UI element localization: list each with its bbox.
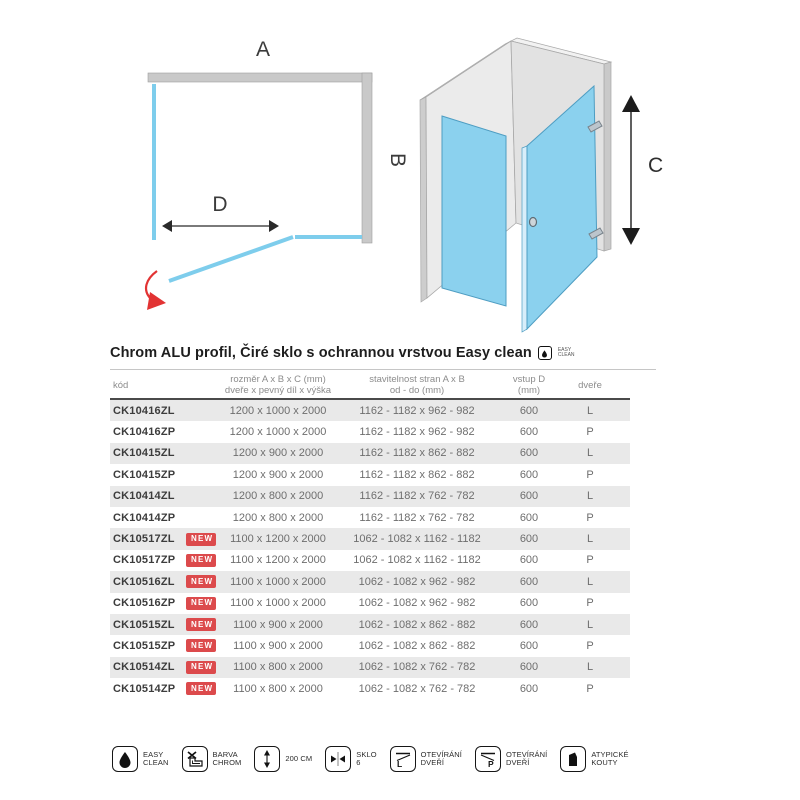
entry-width: 600 — [519, 682, 539, 695]
door-side: L — [586, 490, 594, 503]
entry-width: 600 — [519, 511, 539, 524]
door-side: L — [586, 404, 594, 417]
door-side: P — [586, 468, 594, 481]
header-vstup: vstup D (mm) — [512, 374, 546, 396]
dimensions: 1200 x 1000 x 2000 — [229, 426, 327, 439]
door-side: L — [586, 447, 594, 460]
new-badge: NEW — [186, 533, 216, 546]
easy-clean-mini-label: EASY CLEAN — [557, 347, 575, 358]
new-badge: NEW — [186, 661, 216, 674]
door-side: P — [586, 639, 594, 652]
door-opening-right-icon — [475, 746, 501, 772]
product-code: CK10415ZP — [113, 468, 176, 481]
legend-item-atypicke: ATYPICKÉ KOUTY — [560, 746, 628, 772]
door-opening-left-icon — [390, 746, 416, 772]
door-side: L — [586, 661, 594, 674]
dimensions: 1100 x 800 x 2000 — [233, 682, 323, 695]
new-badge: NEW — [186, 682, 216, 695]
section-header — [110, 345, 575, 361]
table-row — [110, 507, 630, 528]
door-panel-plan — [169, 237, 293, 281]
legend-item-otevirani-l: L OTEVÍRÁNÍ DVEŘÍ — [390, 746, 462, 772]
legend-item-otevirani-p: P OTEVÍRÁNÍ DVEŘÍ — [475, 746, 547, 772]
table-row — [110, 657, 630, 678]
header-dvere: dveře — [578, 379, 602, 391]
dimensions: 1100 x 1200 x 2000 — [230, 533, 326, 546]
dimensions: 1100 x 900 x 2000 — [233, 618, 323, 631]
atypical-corners-icon — [560, 746, 586, 772]
table-header-row — [110, 373, 630, 400]
entry-width: 600 — [519, 426, 539, 439]
entry-width: 600 — [519, 490, 539, 503]
door-side: L — [586, 575, 594, 588]
legend-item-easy-clean: EASY CLEAN — [112, 746, 169, 772]
door-side: P — [586, 426, 594, 439]
entry-width: 600 — [519, 597, 539, 610]
adjustability: 1062 - 1082 x 962 - 982 — [358, 575, 476, 588]
table-row — [110, 486, 630, 507]
isometric-view-diagram — [405, 15, 705, 345]
adjustability: 1062 - 1082 x 1162 - 1182 — [353, 554, 481, 567]
adjustability: 1162 - 1182 x 862 - 882 — [359, 468, 475, 481]
dimensions: 1100 x 1000 x 2000 — [230, 597, 326, 610]
new-badge: NEW — [186, 618, 216, 631]
dimension-label-d: D — [212, 193, 228, 216]
product-code: CK10415ZL — [113, 447, 175, 460]
header-kod: kód — [113, 379, 129, 391]
plan-view-diagram — [120, 20, 420, 320]
adjustability: 1062 - 1082 x 962 - 982 — [358, 597, 476, 610]
table-row — [110, 571, 630, 592]
product-code: CK10517ZP — [113, 554, 176, 567]
dimensions: 1100 x 800 x 2000 — [233, 661, 323, 674]
product-code: CK10514ZP — [113, 682, 176, 695]
door-side-letter: L — [396, 759, 402, 769]
table-row — [110, 550, 630, 571]
door-swing-arrow — [146, 271, 166, 310]
door-side: L — [586, 618, 594, 631]
new-badge: NEW — [186, 639, 216, 652]
fixed-glass-panel-plan — [152, 84, 156, 240]
dimension-arrow-c — [622, 95, 640, 245]
entry-width: 600 — [519, 554, 539, 567]
door-side: P — [586, 597, 594, 610]
adjustability: 1162 - 1182 x 762 - 782 — [359, 490, 475, 503]
dimensions: 1200 x 900 x 2000 — [232, 447, 324, 460]
adjustability: 1162 - 1182 x 962 - 982 — [359, 404, 475, 417]
product-code: CK10516ZP — [113, 597, 176, 610]
chrome-profile-icon — [182, 746, 208, 772]
product-code: CK10514ZL — [113, 661, 175, 674]
dimensions: 1200 x 1000 x 2000 — [229, 404, 327, 417]
iso-fixed-glass-panel — [442, 116, 506, 306]
header-stavitelnost: stavitelnost stran A x B od - do (mm) — [369, 374, 465, 396]
table-row — [110, 635, 630, 656]
dimensions: 1200 x 800 x 2000 — [232, 511, 324, 524]
adjustability: 1062 - 1082 x 1162 - 1182 — [353, 533, 481, 546]
adjustability: 1062 - 1082 x 762 - 782 — [358, 661, 476, 674]
legend-item-height: 200 CM — [254, 746, 312, 772]
entry-width: 600 — [519, 618, 539, 631]
title-separator — [110, 369, 656, 370]
dimension-arrow-d — [162, 220, 279, 232]
product-code: CK10416ZP — [113, 426, 176, 439]
product-code: CK10414ZP — [113, 511, 176, 524]
table-row — [110, 678, 630, 699]
legend-item-barva-chrom: BARVA CHROM — [182, 746, 242, 772]
new-badge: NEW — [186, 597, 216, 610]
table-row — [110, 593, 630, 614]
dimensions: 1200 x 900 x 2000 — [232, 468, 324, 481]
feature-legend — [112, 746, 629, 772]
dimensions: 1100 x 1000 x 2000 — [230, 575, 326, 588]
dimension-label-a: A — [255, 38, 271, 61]
table-row — [110, 464, 630, 485]
product-code: CK10414ZL — [113, 490, 175, 503]
legend-item-sklo: SKLO 6 — [325, 746, 376, 772]
entry-width: 600 — [519, 404, 539, 417]
dimensions: 1200 x 800 x 2000 — [232, 490, 324, 503]
dimensions: 1100 x 1200 x 2000 — [230, 554, 326, 567]
door-side-letter: P — [487, 759, 494, 769]
product-spec-table — [110, 373, 630, 699]
table-row — [110, 400, 630, 421]
section-title: Chrom ALU profil, Čiré sklo s ochrannou vrstvou Easy clean — [110, 345, 532, 361]
adjustability: 1062 - 1082 x 762 - 782 — [358, 682, 476, 695]
new-badge: NEW — [186, 575, 216, 588]
door-side: P — [586, 511, 594, 524]
table-row — [110, 528, 630, 549]
product-code: CK10515ZL — [113, 618, 175, 631]
adjustability: 1062 - 1082 x 862 - 882 — [358, 639, 476, 652]
table-body — [110, 400, 630, 699]
dimension-label-c: C — [648, 154, 664, 177]
adjustability: 1162 - 1182 x 862 - 882 — [359, 447, 475, 460]
table-row — [110, 614, 630, 635]
dimensions: 1100 x 900 x 2000 — [233, 639, 323, 652]
header-rozmer: rozměr A x B x C (mm) dveře x pevný díl x výška — [224, 374, 332, 396]
door-knob-icon — [530, 218, 537, 227]
side-glass-segment-plan — [295, 235, 362, 239]
entry-width: 600 — [519, 468, 539, 481]
entry-width: 600 — [519, 639, 539, 652]
entry-width: 600 — [519, 533, 539, 546]
adjustability: 1062 - 1082 x 862 - 882 — [358, 618, 476, 631]
height-arrow-icon — [254, 746, 280, 772]
product-code: CK10517ZL — [113, 533, 175, 546]
entry-width: 600 — [519, 447, 539, 460]
glass-thickness-icon — [325, 746, 351, 772]
product-code: CK10515ZP — [113, 639, 176, 652]
adjustability: 1162 - 1182 x 962 - 982 — [359, 426, 475, 439]
easy-clean-drop-icon — [538, 346, 552, 360]
door-side: P — [586, 554, 594, 567]
entry-width: 600 — [519, 661, 539, 674]
wall-a — [148, 73, 372, 82]
product-code: CK10516ZL — [113, 575, 175, 588]
new-badge: NEW — [186, 554, 216, 567]
dimension-label-b: B — [386, 152, 409, 168]
door-side: L — [586, 533, 594, 546]
product-code: CK10416ZL — [113, 404, 175, 417]
table-row — [110, 421, 630, 442]
entry-width: 600 — [519, 575, 539, 588]
adjustability: 1162 - 1182 x 762 - 782 — [359, 511, 475, 524]
table-row — [110, 443, 630, 464]
wall-b — [362, 73, 372, 243]
door-side: P — [586, 682, 594, 695]
easy-clean-drop-icon — [112, 746, 138, 772]
